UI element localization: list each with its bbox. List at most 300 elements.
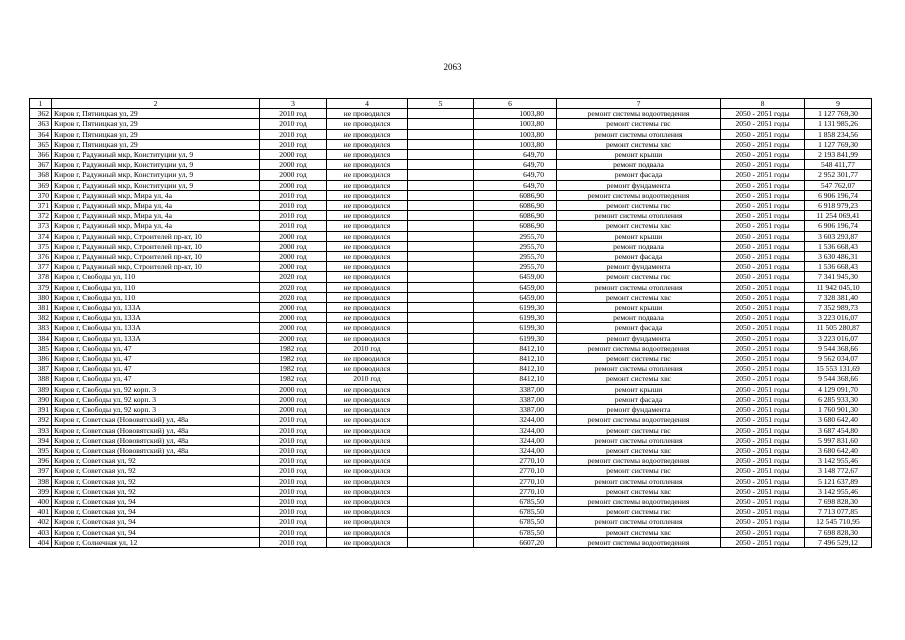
empty-cell-cell xyxy=(408,282,474,292)
address-cell: Киров г, Радужный мкр, Мира ул, 4а xyxy=(52,211,260,221)
work-type-cell: ремонт крыши xyxy=(557,303,721,313)
planned-period-cell: 2050 - 2051 годы xyxy=(721,262,805,272)
table-row xyxy=(30,252,872,262)
work-type-cell: ремонт системы хвс xyxy=(557,527,721,537)
planned-period-cell: 2050 - 2051 годы xyxy=(721,180,805,190)
empty-cell-cell xyxy=(408,476,474,486)
column-number-header: 3 xyxy=(260,99,327,109)
work-type-cell: ремонт системы хвс xyxy=(557,292,721,302)
empty-cell-cell xyxy=(408,384,474,394)
cost-cell: 7 698 828,30 xyxy=(805,496,872,506)
area-cell: 6199,30 xyxy=(474,323,557,333)
commissioning-year-cell: 2000 год xyxy=(260,262,327,272)
area-cell: 1003,80 xyxy=(474,139,557,149)
last-repair-year-cell: не проводился xyxy=(327,425,408,435)
table-row xyxy=(30,466,872,476)
column-number-header: 5 xyxy=(408,99,474,109)
area-cell: 8412,10 xyxy=(474,354,557,364)
planned-period-cell: 2050 - 2051 годы xyxy=(721,343,805,353)
work-type-cell: ремонт крыши xyxy=(557,384,721,394)
work-type-cell: ремонт фасада xyxy=(557,323,721,333)
table-row xyxy=(30,170,872,180)
cost-cell: 9 562 034,07 xyxy=(805,354,872,364)
commissioning-year-cell: 2010 год xyxy=(260,109,327,119)
area-cell: 649,70 xyxy=(474,160,557,170)
cost-cell: 12 545 710,95 xyxy=(805,517,872,527)
cost-cell: 1 127 769,30 xyxy=(805,139,872,149)
last-repair-year-cell: не проводился xyxy=(327,262,408,272)
work-type-cell: ремонт системы водоотведения xyxy=(557,109,721,119)
cost-cell: 9 544 368,66 xyxy=(805,374,872,384)
work-type-cell: ремонт фасада xyxy=(557,394,721,404)
address-cell: Киров г, Свободы ул, 110 xyxy=(52,292,260,302)
area-cell: 6785,50 xyxy=(474,517,557,527)
cost-cell: 3 148 772,67 xyxy=(805,466,872,476)
planned-period-cell: 2050 - 2051 годы xyxy=(721,231,805,241)
planned-period-cell: 2050 - 2051 годы xyxy=(721,252,805,262)
row-number-cell: 379 xyxy=(30,282,52,292)
last-repair-year-cell: не проводился xyxy=(327,517,408,527)
empty-cell-cell xyxy=(408,252,474,262)
area-cell: 3387,00 xyxy=(474,394,557,404)
last-repair-year-cell: не проводился xyxy=(327,160,408,170)
empty-cell-cell xyxy=(408,129,474,139)
address-cell: Киров г, Радужный мкр, Строителей пр-кт, 10 xyxy=(52,252,260,262)
empty-cell-cell xyxy=(408,241,474,251)
work-type-cell: ремонт системы отопления xyxy=(557,364,721,374)
cost-cell: 7 352 989,73 xyxy=(805,303,872,313)
area-cell: 649,70 xyxy=(474,180,557,190)
work-type-cell: ремонт системы водоотведения xyxy=(557,190,721,200)
planned-period-cell: 2050 - 2051 годы xyxy=(721,129,805,139)
column-number-header: 1 xyxy=(30,99,52,109)
last-repair-year-cell: 2010 год xyxy=(327,374,408,384)
commissioning-year-cell: 2000 год xyxy=(260,384,327,394)
address-cell: Киров г, Советская (Нововятский) ул, 48а xyxy=(52,425,260,435)
table-row xyxy=(30,201,872,211)
cost-cell: 7 341 945,30 xyxy=(805,272,872,282)
cost-cell: 3 142 955,46 xyxy=(805,486,872,496)
cost-cell: 9 544 368,66 xyxy=(805,343,872,353)
last-repair-year-cell: не проводился xyxy=(327,231,408,241)
last-repair-year-cell: не проводился xyxy=(327,211,408,221)
commissioning-year-cell: 2020 год xyxy=(260,282,327,292)
cost-cell: 548 411,77 xyxy=(805,160,872,170)
table-row xyxy=(30,394,872,404)
row-number-cell: 372 xyxy=(30,211,52,221)
work-type-cell: ремонт системы водоотведения xyxy=(557,343,721,353)
planned-period-cell: 2050 - 2051 годы xyxy=(721,109,805,119)
table-row xyxy=(30,129,872,139)
address-cell: Киров г, Советская ул, 92 xyxy=(52,456,260,466)
last-repair-year-cell: не проводился xyxy=(327,456,408,466)
work-type-cell: ремонт подвала xyxy=(557,160,721,170)
planned-period-cell: 2050 - 2051 годы xyxy=(721,211,805,221)
address-cell: Киров г, Свободы ул, 110 xyxy=(52,282,260,292)
empty-cell-cell xyxy=(408,364,474,374)
commissioning-year-cell: 1982 год xyxy=(260,354,327,364)
planned-period-cell: 2050 - 2051 годы xyxy=(721,364,805,374)
address-cell: Киров г, Свободы ул, 47 xyxy=(52,354,260,364)
row-number-cell: 401 xyxy=(30,507,52,517)
work-type-cell: ремонт фундамента xyxy=(557,180,721,190)
commissioning-year-cell: 2010 год xyxy=(260,425,327,435)
address-cell: Киров г, Радужный мкр, Строителей пр-кт, 10 xyxy=(52,241,260,251)
empty-cell-cell xyxy=(408,374,474,384)
area-cell: 6086,90 xyxy=(474,221,557,231)
table-row xyxy=(30,374,872,384)
cost-cell: 1 858 234,56 xyxy=(805,129,872,139)
empty-cell-cell xyxy=(408,354,474,364)
empty-cell-cell xyxy=(408,221,474,231)
table-row xyxy=(30,343,872,353)
address-cell: Киров г, Советская (Нововятский) ул, 48а xyxy=(52,435,260,445)
commissioning-year-cell: 2020 год xyxy=(260,292,327,302)
last-repair-year-cell: не проводился xyxy=(327,415,408,425)
last-repair-year-cell: не проводился xyxy=(327,241,408,251)
cost-cell: 11 505 280,87 xyxy=(805,323,872,333)
cost-cell: 1 127 769,30 xyxy=(805,109,872,119)
row-number-cell: 365 xyxy=(30,139,52,149)
area-cell: 6459,00 xyxy=(474,292,557,302)
area-cell: 6785,50 xyxy=(474,507,557,517)
commissioning-year-cell: 2020 год xyxy=(260,272,327,282)
last-repair-year-cell: не проводился xyxy=(327,537,408,547)
planned-period-cell: 2050 - 2051 годы xyxy=(721,119,805,129)
table-row xyxy=(30,211,872,221)
work-type-cell: ремонт фундамента xyxy=(557,262,721,272)
last-repair-year-cell: 2010 год xyxy=(327,343,408,353)
planned-period-cell: 2050 - 2051 годы xyxy=(721,405,805,415)
row-number-cell: 386 xyxy=(30,354,52,364)
work-type-cell: ремонт системы гвс xyxy=(557,466,721,476)
commissioning-year-cell: 2010 год xyxy=(260,435,327,445)
commissioning-year-cell: 2010 год xyxy=(260,527,327,537)
address-cell: Киров г, Советская ул, 92 xyxy=(52,466,260,476)
table-row xyxy=(30,445,872,455)
area-cell: 6086,90 xyxy=(474,211,557,221)
planned-period-cell: 2050 - 2051 годы xyxy=(721,313,805,323)
work-type-cell: ремонт подвала xyxy=(557,241,721,251)
area-cell: 3244,00 xyxy=(474,415,557,425)
cost-cell: 1 760 901,30 xyxy=(805,405,872,415)
area-cell: 6199,30 xyxy=(474,333,557,343)
cost-cell: 547 762,07 xyxy=(805,180,872,190)
cost-cell: 3 680 642,40 xyxy=(805,415,872,425)
address-cell: Киров г, Свободы ул, 92 корп. 3 xyxy=(52,384,260,394)
last-repair-year-cell: не проводился xyxy=(327,435,408,445)
commissioning-year-cell: 2010 год xyxy=(260,221,327,231)
row-number-cell: 383 xyxy=(30,323,52,333)
commissioning-year-cell: 2000 год xyxy=(260,313,327,323)
empty-cell-cell xyxy=(408,466,474,476)
last-repair-year-cell: не проводился xyxy=(327,139,408,149)
column-number-header: 2 xyxy=(52,99,260,109)
row-number-cell: 376 xyxy=(30,252,52,262)
commissioning-year-cell: 1982 год xyxy=(260,374,327,384)
row-number-cell: 391 xyxy=(30,405,52,415)
last-repair-year-cell: не проводился xyxy=(327,282,408,292)
table-row xyxy=(30,139,872,149)
commissioning-year-cell: 2010 год xyxy=(260,486,327,496)
cost-cell: 7 698 828,30 xyxy=(805,527,872,537)
cost-cell: 15 553 131,69 xyxy=(805,364,872,374)
table-row xyxy=(30,527,872,537)
table-row xyxy=(30,354,872,364)
address-cell: Киров г, Свободы ул, 133А xyxy=(52,313,260,323)
area-cell: 649,70 xyxy=(474,150,557,160)
area-cell: 2770,10 xyxy=(474,476,557,486)
cost-cell: 6 918 979,23 xyxy=(805,201,872,211)
area-cell: 6199,30 xyxy=(474,303,557,313)
cost-cell: 11 942 045,10 xyxy=(805,282,872,292)
row-number-cell: 398 xyxy=(30,476,52,486)
commissioning-year-cell: 2000 год xyxy=(260,323,327,333)
empty-cell-cell xyxy=(408,292,474,302)
table-row xyxy=(30,496,872,506)
empty-cell-cell xyxy=(408,507,474,517)
planned-period-cell: 2050 - 2051 годы xyxy=(721,170,805,180)
row-number-cell: 390 xyxy=(30,394,52,404)
row-number-cell: 395 xyxy=(30,445,52,455)
row-number-cell: 362 xyxy=(30,109,52,119)
empty-cell-cell xyxy=(408,486,474,496)
area-cell: 6199,30 xyxy=(474,313,557,323)
row-number-cell: 399 xyxy=(30,486,52,496)
planned-period-cell: 2050 - 2051 годы xyxy=(721,272,805,282)
row-number-cell: 402 xyxy=(30,517,52,527)
empty-cell-cell xyxy=(408,313,474,323)
planned-period-cell: 2050 - 2051 годы xyxy=(721,292,805,302)
cost-cell: 6 906 196,74 xyxy=(805,221,872,231)
table-row xyxy=(30,109,872,119)
address-cell: Киров г, Свободы ул, 133А xyxy=(52,333,260,343)
column-number-header: 4 xyxy=(327,99,408,109)
empty-cell-cell xyxy=(408,119,474,129)
empty-cell-cell xyxy=(408,231,474,241)
table-row xyxy=(30,415,872,425)
commissioning-year-cell: 2000 год xyxy=(260,160,327,170)
row-number-cell: 378 xyxy=(30,272,52,282)
address-cell: Киров г, Солнечная ул, 12 xyxy=(52,537,260,547)
row-number-cell: 371 xyxy=(30,201,52,211)
cost-cell: 7 713 077,85 xyxy=(805,507,872,517)
table-row xyxy=(30,517,872,527)
cost-cell: 3 680 642,40 xyxy=(805,445,872,455)
area-cell: 6459,00 xyxy=(474,272,557,282)
work-type-cell: ремонт системы отопления xyxy=(557,517,721,527)
cost-cell: 3 603 293,87 xyxy=(805,231,872,241)
commissioning-year-cell: 2010 год xyxy=(260,415,327,425)
row-number-cell: 385 xyxy=(30,343,52,353)
table-row xyxy=(30,313,872,323)
empty-cell-cell xyxy=(408,517,474,527)
work-type-cell: ремонт фасада xyxy=(557,170,721,180)
area-cell: 3387,00 xyxy=(474,405,557,415)
empty-cell-cell xyxy=(408,170,474,180)
commissioning-year-cell: 2000 год xyxy=(260,252,327,262)
address-cell: Киров г, Пятницкая ул, 29 xyxy=(52,109,260,119)
cost-cell: 3 630 486,31 xyxy=(805,252,872,262)
commissioning-year-cell: 2010 год xyxy=(260,139,327,149)
table-row xyxy=(30,221,872,231)
row-number-cell: 389 xyxy=(30,384,52,394)
planned-period-cell: 2050 - 2051 годы xyxy=(721,394,805,404)
row-number-cell: 366 xyxy=(30,150,52,160)
row-number-cell: 381 xyxy=(30,303,52,313)
row-number-cell: 392 xyxy=(30,415,52,425)
row-number-cell: 368 xyxy=(30,170,52,180)
column-number-header: 8 xyxy=(721,99,805,109)
work-type-cell: ремонт фундамента xyxy=(557,405,721,415)
commissioning-year-cell: 2000 год xyxy=(260,394,327,404)
cost-cell: 5 121 637,89 xyxy=(805,476,872,486)
commissioning-year-cell: 2000 год xyxy=(260,333,327,343)
last-repair-year-cell: не проводился xyxy=(327,333,408,343)
empty-cell-cell xyxy=(408,150,474,160)
area-cell: 8412,10 xyxy=(474,364,557,374)
work-type-cell: ремонт системы отопления xyxy=(557,476,721,486)
empty-cell-cell xyxy=(408,139,474,149)
row-number-cell: 404 xyxy=(30,537,52,547)
area-cell: 2955,70 xyxy=(474,231,557,241)
work-type-cell: ремонт системы водоотведения xyxy=(557,415,721,425)
cost-cell: 3 223 016,07 xyxy=(805,333,872,343)
empty-cell-cell xyxy=(408,394,474,404)
commissioning-year-cell: 2000 год xyxy=(260,241,327,251)
area-cell: 2770,10 xyxy=(474,486,557,496)
commissioning-year-cell: 2010 год xyxy=(260,456,327,466)
planned-period-cell: 2050 - 2051 годы xyxy=(721,282,805,292)
table-row xyxy=(30,384,872,394)
work-type-cell: ремонт системы гвс xyxy=(557,425,721,435)
column-number-header: 6 xyxy=(474,99,557,109)
planned-period-cell: 2050 - 2051 годы xyxy=(721,333,805,343)
planned-period-cell: 2050 - 2051 годы xyxy=(721,456,805,466)
row-number-cell: 396 xyxy=(30,456,52,466)
empty-cell-cell xyxy=(408,425,474,435)
last-repair-year-cell: не проводился xyxy=(327,476,408,486)
last-repair-year-cell: не проводился xyxy=(327,180,408,190)
address-cell: Киров г, Радужный мкр, Мира ул, 4а xyxy=(52,201,260,211)
planned-period-cell: 2050 - 2051 годы xyxy=(721,466,805,476)
commissioning-year-cell: 2010 год xyxy=(260,537,327,547)
work-type-cell: ремонт системы отопления xyxy=(557,129,721,139)
address-cell: Киров г, Пятницкая ул, 29 xyxy=(52,129,260,139)
cost-cell: 4 129 091,70 xyxy=(805,384,872,394)
planned-period-cell: 2050 - 2051 годы xyxy=(721,374,805,384)
commissioning-year-cell: 2000 год xyxy=(260,170,327,180)
last-repair-year-cell: не проводился xyxy=(327,364,408,374)
planned-period-cell: 2050 - 2051 годы xyxy=(721,160,805,170)
empty-cell-cell xyxy=(408,272,474,282)
cost-cell: 3 223 016,07 xyxy=(805,313,872,323)
work-type-cell: ремонт системы хвс xyxy=(557,486,721,496)
last-repair-year-cell: не проводился xyxy=(327,445,408,455)
last-repair-year-cell: не проводился xyxy=(327,313,408,323)
work-type-cell: ремонт системы хвс xyxy=(557,445,721,455)
table-row xyxy=(30,190,872,200)
commissioning-year-cell: 2000 год xyxy=(260,405,327,415)
row-number-cell: 373 xyxy=(30,221,52,231)
table-row xyxy=(30,262,872,272)
commissioning-year-cell: 2010 год xyxy=(260,445,327,455)
row-number-cell: 363 xyxy=(30,119,52,129)
column-number-header-row xyxy=(30,99,872,109)
empty-cell-cell xyxy=(408,527,474,537)
commissioning-year-cell: 2000 год xyxy=(260,231,327,241)
area-cell: 649,70 xyxy=(474,170,557,180)
last-repair-year-cell: не проводился xyxy=(327,129,408,139)
planned-period-cell: 2050 - 2051 годы xyxy=(721,435,805,445)
planned-period-cell: 2050 - 2051 годы xyxy=(721,139,805,149)
address-cell: Киров г, Радужный мкр, Конституции ул, 9 xyxy=(52,160,260,170)
last-repair-year-cell: не проводился xyxy=(327,527,408,537)
empty-cell-cell xyxy=(408,109,474,119)
row-number-cell: 380 xyxy=(30,292,52,302)
last-repair-year-cell: не проводился xyxy=(327,394,408,404)
table-row xyxy=(30,456,872,466)
column-number-header: 9 xyxy=(805,99,872,109)
planned-period-cell: 2050 - 2051 годы xyxy=(721,415,805,425)
planned-period-cell: 2050 - 2051 годы xyxy=(721,507,805,517)
planned-period-cell: 2050 - 2051 годы xyxy=(721,486,805,496)
area-cell: 6086,90 xyxy=(474,190,557,200)
row-number-cell: 364 xyxy=(30,129,52,139)
cost-cell: 7 496 529,12 xyxy=(805,537,872,547)
address-cell: Киров г, Советская ул, 94 xyxy=(52,527,260,537)
address-cell: Киров г, Радужный мкр, Конституции ул, 9 xyxy=(52,170,260,180)
empty-cell-cell xyxy=(408,537,474,547)
address-cell: Киров г, Советская (Нововятский) ул, 48а xyxy=(52,445,260,455)
row-number-cell: 369 xyxy=(30,180,52,190)
address-cell: Киров г, Радужный мкр, Конституции ул, 9 xyxy=(52,150,260,160)
commissioning-year-cell: 2010 год xyxy=(260,517,327,527)
cost-cell: 1 131 985,26 xyxy=(805,119,872,129)
repair-schedule-table xyxy=(29,98,872,548)
address-cell: Киров г, Свободы ул, 92 корп. 3 xyxy=(52,394,260,404)
planned-period-cell: 2050 - 2051 годы xyxy=(721,150,805,160)
last-repair-year-cell: не проводился xyxy=(327,496,408,506)
last-repair-year-cell: не проводился xyxy=(327,486,408,496)
address-cell: Киров г, Свободы ул, 92 корп. 3 xyxy=(52,405,260,415)
area-cell: 1003,80 xyxy=(474,129,557,139)
area-cell: 1003,80 xyxy=(474,119,557,129)
planned-period-cell: 2050 - 2051 годы xyxy=(721,201,805,211)
row-number-cell: 400 xyxy=(30,496,52,506)
commissioning-year-cell: 2000 год xyxy=(260,180,327,190)
planned-period-cell: 2050 - 2051 годы xyxy=(721,384,805,394)
address-cell: Киров г, Советская (Нововятский) ул, 48а xyxy=(52,415,260,425)
last-repair-year-cell: не проводился xyxy=(327,119,408,129)
planned-period-cell: 2050 - 2051 годы xyxy=(721,537,805,547)
cost-cell: 6 906 196,74 xyxy=(805,190,872,200)
table-row xyxy=(30,435,872,445)
area-cell: 8412,10 xyxy=(474,343,557,353)
work-type-cell: ремонт системы гвс xyxy=(557,354,721,364)
last-repair-year-cell: не проводился xyxy=(327,252,408,262)
work-type-cell: ремонт системы хвс xyxy=(557,374,721,384)
row-number-cell: 377 xyxy=(30,262,52,272)
work-type-cell: ремонт системы водоотведения xyxy=(557,537,721,547)
last-repair-year-cell: не проводился xyxy=(327,292,408,302)
cost-cell: 6 285 933,30 xyxy=(805,394,872,404)
planned-period-cell: 2050 - 2051 годы xyxy=(721,190,805,200)
last-repair-year-cell: не проводился xyxy=(327,405,408,415)
cost-cell: 2 193 841,99 xyxy=(805,150,872,160)
last-repair-year-cell: не проводился xyxy=(327,190,408,200)
cost-cell: 3 142 955,46 xyxy=(805,456,872,466)
